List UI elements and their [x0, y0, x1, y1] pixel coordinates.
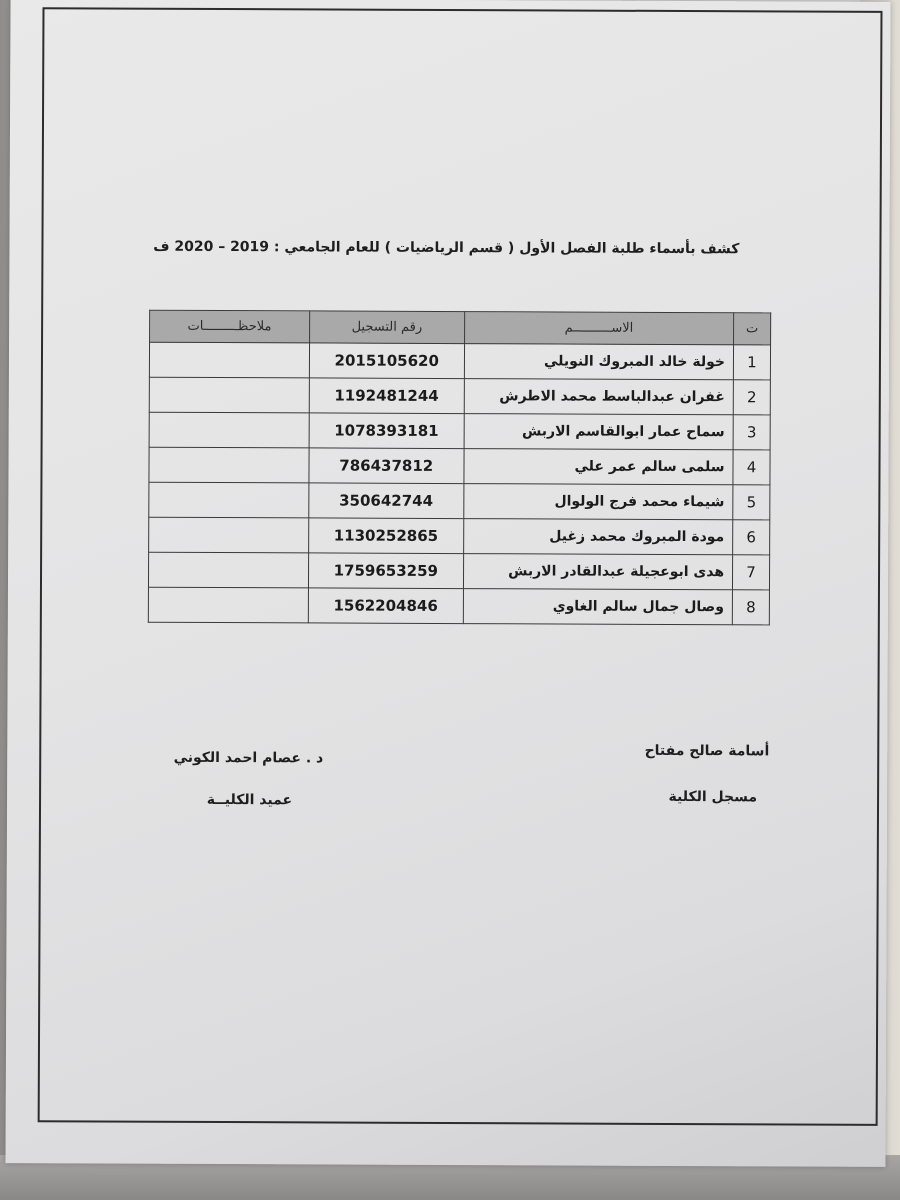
row-index: 2	[733, 380, 770, 415]
registration-number: 350642744	[309, 483, 464, 519]
notes-cell	[149, 342, 309, 378]
table-row	[149, 447, 770, 485]
table-row	[149, 377, 770, 415]
notes-cell	[149, 412, 309, 448]
header-name: الاســــــــــم	[464, 312, 733, 345]
notes-cell	[149, 517, 309, 553]
registrar-title: مسجل الكلية	[668, 788, 758, 806]
student-name: شيماء محمد فرج الولوال	[463, 484, 732, 520]
row-index: 6	[733, 520, 770, 555]
students-table	[148, 310, 771, 626]
header-registration: رقم التسجيل	[309, 311, 464, 344]
student-name: هدى ابوعجيلة عبدالقادر الاربش	[463, 554, 732, 590]
row-index: 3	[733, 415, 770, 450]
registration-number: 1192481244	[309, 378, 464, 414]
row-index: 5	[733, 485, 770, 520]
student-name: سماح عمار ابوالقاسم الاربش	[464, 414, 733, 450]
header-notes: ملاحظـــــــــات	[150, 310, 310, 343]
table-row	[149, 412, 770, 450]
registrar-name: أسامة صالح مفتاح	[644, 742, 770, 760]
row-index: 4	[733, 450, 770, 485]
registration-number: 2015105620	[309, 343, 464, 379]
header-index: ت	[734, 313, 771, 345]
notes-cell	[149, 447, 309, 483]
row-index: 1	[733, 345, 770, 380]
dean-title: عميد الكليــة	[206, 791, 293, 809]
student-name: سلمى سالم عمر علي	[464, 449, 733, 485]
table-row	[149, 517, 770, 555]
document-title: كشف بأسماء طلبة الفصل الأول ( قسم الرياضيات ) للعام الجامعي : 2019 – 2020 ف	[153, 238, 740, 258]
registration-number: 1078393181	[309, 413, 464, 449]
row-index: 8	[732, 590, 769, 625]
table-row	[148, 552, 769, 590]
notes-cell	[149, 482, 309, 518]
registration-number: 1562204846	[308, 588, 463, 624]
row-index: 7	[733, 555, 770, 590]
registration-number: 1130252865	[308, 518, 463, 554]
student-name: خولة خالد المبروك النويلي	[464, 344, 733, 380]
student-name: وصال جمال سالم الغاوي	[463, 589, 732, 625]
table-row	[149, 482, 770, 520]
notes-cell	[148, 552, 308, 588]
notes-cell	[148, 587, 308, 623]
table-row	[148, 587, 769, 625]
table-body	[148, 342, 770, 625]
registration-number: 786437812	[309, 448, 464, 484]
dean-name: د . عصام احمد الكوني	[173, 749, 324, 767]
student-name: مودة المبروك محمد زغيل	[463, 519, 732, 555]
registration-number: 1759653259	[308, 553, 463, 589]
student-name: غفران عبدالباسط محمد الاطرش	[464, 379, 733, 415]
paper-sheet	[5, 0, 890, 1167]
notes-cell	[149, 377, 309, 413]
table-header-row	[150, 310, 771, 345]
table-row	[149, 342, 770, 380]
